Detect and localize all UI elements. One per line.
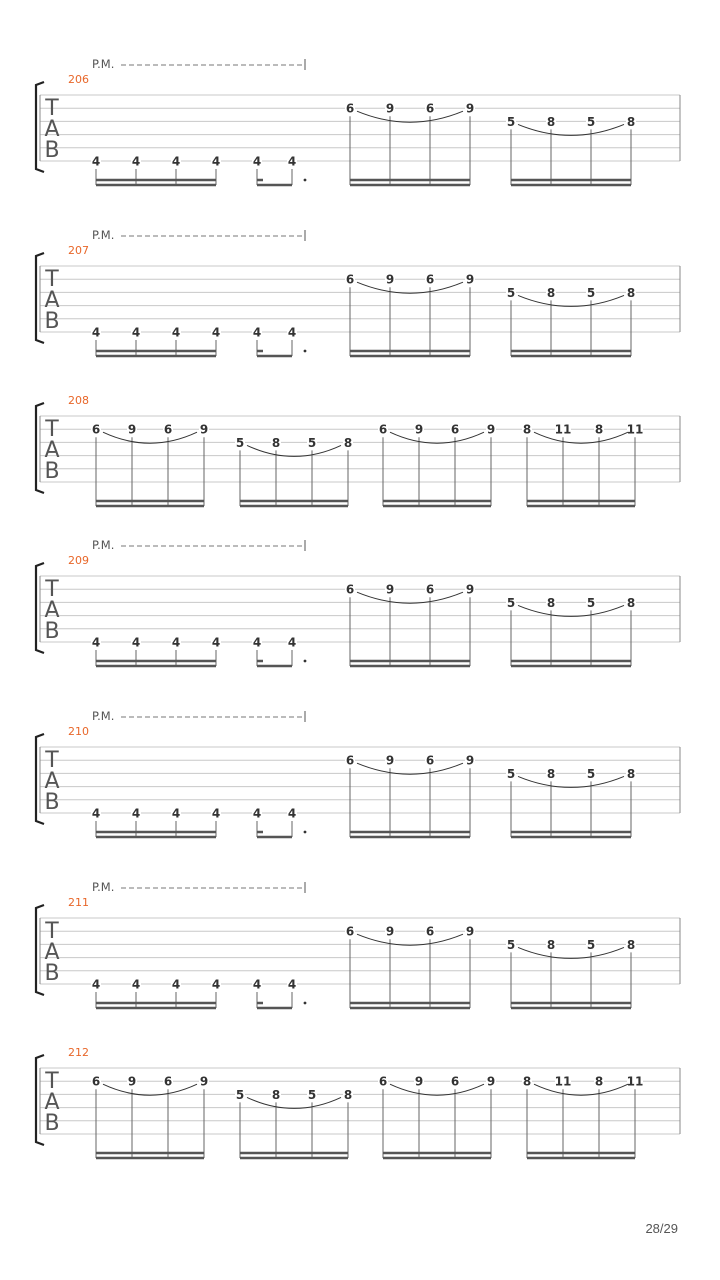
fret-number: 5 (586, 114, 596, 129)
note-group (235, 435, 353, 506)
fret-number: 8 (343, 1087, 353, 1102)
note-group (235, 1087, 353, 1158)
note-group (91, 154, 221, 185)
slur-arc (518, 124, 624, 135)
fret-number: 4 (287, 325, 297, 340)
tab-clef-letter: B (44, 1111, 60, 1136)
slur-arc (534, 432, 628, 443)
rhythm-dot (304, 350, 307, 353)
fret-number: 9 (385, 753, 395, 768)
tab-clef-letter: T (45, 417, 59, 442)
slur-arc (357, 934, 463, 945)
tab-clef-letter: B (44, 138, 60, 163)
fret-number: 5 (506, 285, 516, 300)
tab-system-211 (36, 880, 680, 1008)
fret-number: 9 (385, 272, 395, 287)
measure-number: 206 (68, 73, 89, 86)
tab-system-209 (36, 538, 680, 666)
palm-mute-label: P.M. (92, 538, 115, 552)
fret-number: 4 (252, 154, 262, 169)
fret-number: 8 (271, 1087, 281, 1102)
fret-number: 8 (546, 937, 556, 952)
fret-number: 5 (307, 435, 317, 450)
slur-arc (357, 763, 463, 774)
fret-number: 9 (127, 422, 137, 437)
fret-number: 5 (307, 1087, 317, 1102)
measure-number: 212 (68, 1046, 89, 1059)
fret-number: 9 (465, 101, 475, 116)
slur-arc (390, 432, 484, 443)
fret-number: 8 (626, 766, 636, 781)
note-group (252, 977, 306, 1008)
tab-clef-letter: B (44, 309, 60, 334)
measure-number: 207 (68, 244, 89, 257)
measure-number: 210 (68, 725, 89, 738)
fret-number: 6 (163, 1074, 173, 1089)
fret-number: 8 (546, 595, 556, 610)
rhythm-dot (304, 1002, 307, 1005)
fret-number: 4 (211, 325, 221, 340)
fret-number: 6 (91, 1074, 101, 1089)
fret-number: 4 (287, 635, 297, 650)
fret-number: 4 (211, 977, 221, 992)
fret-number: 9 (385, 101, 395, 116)
fret-number: 8 (271, 435, 281, 450)
fret-number: 8 (546, 285, 556, 300)
fret-number: 4 (171, 977, 181, 992)
fret-number: 4 (171, 325, 181, 340)
fret-number: 4 (131, 325, 141, 340)
fret-number: 5 (506, 595, 516, 610)
fret-number: 8 (343, 435, 353, 450)
rhythm-dot (304, 660, 307, 663)
fret-number: 4 (131, 154, 141, 169)
fret-number: 4 (252, 806, 262, 821)
note-group (378, 422, 496, 506)
fret-number: 8 (546, 114, 556, 129)
fret-number: 5 (506, 937, 516, 952)
fret-number: 4 (211, 154, 221, 169)
tab-clef-letter: T (45, 748, 59, 773)
slur-arc (518, 605, 624, 616)
note-group (252, 635, 306, 666)
fret-number: 6 (345, 101, 355, 116)
tab-clef-letter: T (45, 1069, 59, 1094)
fret-number: 6 (425, 753, 435, 768)
fret-number: 4 (91, 977, 101, 992)
fret-number: 6 (425, 582, 435, 597)
slur-arc (357, 282, 463, 293)
note-group (91, 325, 221, 356)
slur-arc (103, 1084, 197, 1095)
palm-mute-label: P.M. (92, 228, 115, 242)
fret-number: 8 (626, 285, 636, 300)
tab-clef-letter: A (44, 1090, 60, 1115)
tab-clef-letter: A (44, 598, 60, 623)
fret-number: 6 (345, 753, 355, 768)
fret-number: 11 (554, 1074, 572, 1089)
fret-number: 9 (385, 924, 395, 939)
fret-number: 5 (235, 435, 245, 450)
tab-clef-letter: B (44, 790, 60, 815)
tab-system-208 (36, 394, 680, 506)
rhythm-dot (304, 831, 307, 834)
fret-number: 9 (127, 1074, 137, 1089)
fret-number: 4 (91, 635, 101, 650)
palm-mute-label: P.M. (92, 709, 115, 723)
fret-number: 4 (287, 154, 297, 169)
note-group (91, 635, 221, 666)
tab-clef-letter: T (45, 267, 59, 292)
fret-number: 5 (235, 1087, 245, 1102)
slur-arc (534, 1084, 628, 1095)
measure-number: 211 (68, 896, 89, 909)
tab-clef-letter: A (44, 438, 60, 463)
note-group (506, 114, 636, 185)
fret-number: 9 (465, 272, 475, 287)
note-group (506, 766, 636, 837)
fret-number: 8 (626, 595, 636, 610)
slur-arc (247, 1097, 341, 1108)
note-group (252, 325, 306, 356)
tab-clef-letter: A (44, 769, 60, 794)
fret-number: 6 (450, 422, 460, 437)
fret-number: 5 (506, 766, 516, 781)
fret-number: 6 (345, 272, 355, 287)
fret-number: 6 (163, 422, 173, 437)
fret-number: 4 (91, 325, 101, 340)
slur-arc (357, 592, 463, 603)
tab-clef-letter: T (45, 577, 59, 602)
fret-number: 9 (465, 924, 475, 939)
fret-number: 8 (626, 937, 636, 952)
fret-number: 4 (91, 806, 101, 821)
note-group (345, 753, 475, 837)
rhythm-dot (304, 179, 307, 182)
slur-arc (390, 1084, 484, 1095)
slur-arc (518, 947, 624, 958)
measure-number: 209 (68, 554, 89, 567)
fret-number: 8 (522, 1074, 532, 1089)
fret-number: 5 (586, 937, 596, 952)
tab-clef-letter: B (44, 961, 60, 986)
fret-number: 4 (131, 977, 141, 992)
fret-number: 8 (626, 114, 636, 129)
tab-clef-letter: A (44, 117, 60, 142)
note-group (252, 806, 306, 837)
fret-number: 6 (345, 582, 355, 597)
slur-arc (518, 776, 624, 787)
fret-number: 4 (171, 635, 181, 650)
fret-number: 9 (414, 422, 424, 437)
fret-number: 8 (546, 766, 556, 781)
fret-number: 4 (211, 806, 221, 821)
note-group (345, 272, 475, 356)
fret-number: 6 (425, 101, 435, 116)
page-number: 28/29 (645, 1221, 678, 1236)
fret-number: 6 (378, 422, 388, 437)
fret-number: 4 (131, 635, 141, 650)
palm-mute-label: P.M. (92, 57, 115, 71)
note-group (345, 582, 475, 666)
slur-arc (357, 111, 463, 122)
fret-number: 6 (450, 1074, 460, 1089)
fret-number: 9 (414, 1074, 424, 1089)
tab-system-210 (36, 709, 680, 837)
fret-number: 5 (586, 285, 596, 300)
fret-number: 5 (586, 595, 596, 610)
fret-number: 9 (465, 753, 475, 768)
note-group (506, 595, 636, 666)
fret-number: 5 (586, 766, 596, 781)
fret-number: 4 (171, 806, 181, 821)
fret-number: 4 (171, 154, 181, 169)
slur-arc (518, 295, 624, 306)
fret-number: 5 (506, 114, 516, 129)
fret-number: 4 (287, 806, 297, 821)
fret-number: 6 (425, 924, 435, 939)
fret-number: 11 (626, 422, 644, 437)
note-group (522, 422, 643, 506)
measure-number: 208 (68, 394, 89, 407)
tab-system-212 (36, 1046, 680, 1158)
fret-number: 6 (378, 1074, 388, 1089)
fret-number: 9 (486, 1074, 496, 1089)
fret-number: 6 (425, 272, 435, 287)
fret-number: 6 (91, 422, 101, 437)
fret-number: 4 (211, 635, 221, 650)
note-group (345, 101, 475, 185)
note-group (506, 285, 636, 356)
fret-number: 8 (594, 422, 604, 437)
note-group (378, 1074, 496, 1158)
slur-arc (103, 432, 197, 443)
note-group (252, 154, 306, 185)
fret-number: 4 (287, 977, 297, 992)
fret-number: 9 (465, 582, 475, 597)
tab-clef-letter: B (44, 619, 60, 644)
palm-mute-label: P.M. (92, 880, 115, 894)
tab-clef-letter: B (44, 459, 60, 484)
fret-number: 8 (594, 1074, 604, 1089)
note-group (345, 924, 475, 1008)
fret-number: 11 (554, 422, 572, 437)
fret-number: 4 (252, 325, 262, 340)
tab-system-207 (36, 228, 680, 356)
fret-number: 9 (486, 422, 496, 437)
tab-clef-letter: A (44, 288, 60, 313)
fret-number: 4 (252, 635, 262, 650)
fret-number: 4 (131, 806, 141, 821)
fret-number: 6 (345, 924, 355, 939)
fret-number: 9 (385, 582, 395, 597)
tab-clef-letter: T (45, 96, 59, 121)
note-group (91, 1074, 209, 1158)
fret-number: 4 (91, 154, 101, 169)
fret-number: 4 (252, 977, 262, 992)
fret-number: 11 (626, 1074, 644, 1089)
slur-arc (247, 445, 341, 456)
fret-number: 9 (199, 422, 209, 437)
note-group (91, 806, 221, 837)
note-group (506, 937, 636, 1008)
fret-number: 9 (199, 1074, 209, 1089)
note-group (522, 1074, 643, 1158)
tab-clef-letter: T (45, 919, 59, 944)
tab-clef-letter: A (44, 940, 60, 965)
fret-number: 8 (522, 422, 532, 437)
note-group (91, 977, 221, 1008)
note-group (91, 422, 209, 506)
tab-system-206 (36, 57, 680, 185)
